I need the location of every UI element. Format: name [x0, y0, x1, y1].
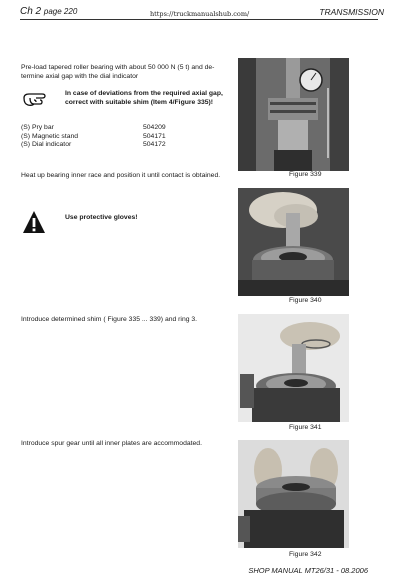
- figure-340-caption: Figure 340: [289, 297, 322, 304]
- chapter-page-label: [20, 6, 77, 17]
- tool-number: 504209: [143, 124, 166, 131]
- figure-339-caption: Figure 339: [289, 171, 322, 178]
- tool-name: (S) Dial indicator: [21, 141, 72, 149]
- figure-342-photo: [238, 440, 349, 548]
- tool-name: (S) Pry bar: [21, 124, 54, 131]
- source-url[interactable]: https://truckmanualshub.com/: [150, 10, 250, 18]
- axial-gap-note: In case of deviations from the required axial gap, correct with suitable shim (Item 4/Figure 335)!: [65, 90, 223, 106]
- tool-name: (S) Magnetic stand: [21, 132, 79, 140]
- preload-instruction: Pre-load tapered roller bearing with about 50 000 N (5 t) and de-termine axial gap with the dial indicator: [21, 64, 215, 80]
- tool-number: 504171: [143, 132, 166, 140]
- spur-gear-instruction: Introduce spur gear until all inner plates are accommodated.: [21, 440, 202, 447]
- protective-gloves-warning: Use protective gloves!: [65, 214, 138, 221]
- heat-bearing-instruction: Heat up bearing inner race and position it until contact is obtained.: [21, 172, 221, 179]
- section-title: TRANSMISSION: [319, 7, 384, 17]
- figure-340-photo: [238, 188, 349, 296]
- shim-instruction: Introduce determined shim ( Figure 335 ... 339) and ring 3.: [21, 316, 198, 323]
- chapter-label: Ch 2: [20, 6, 42, 17]
- figure-341-photo: [238, 314, 349, 422]
- warning-icon: [22, 210, 46, 234]
- pointing-hand-icon: [22, 90, 52, 108]
- figure-342-caption: Figure 342: [289, 551, 322, 558]
- tool-number: 504172: [143, 141, 166, 149]
- tool-row: [21, 133, 166, 142]
- tool-row: [21, 141, 166, 150]
- figure-339-photo: [238, 58, 349, 171]
- figure-341-caption: Figure 341: [289, 424, 322, 431]
- header-divider: [20, 19, 378, 20]
- manual-footer: SHOP MANUAL MT26/31 - 08.2006: [248, 566, 368, 575]
- tool-row: [21, 124, 166, 133]
- special-tools-list: [21, 124, 166, 150]
- page-number: page 220: [43, 7, 78, 16]
